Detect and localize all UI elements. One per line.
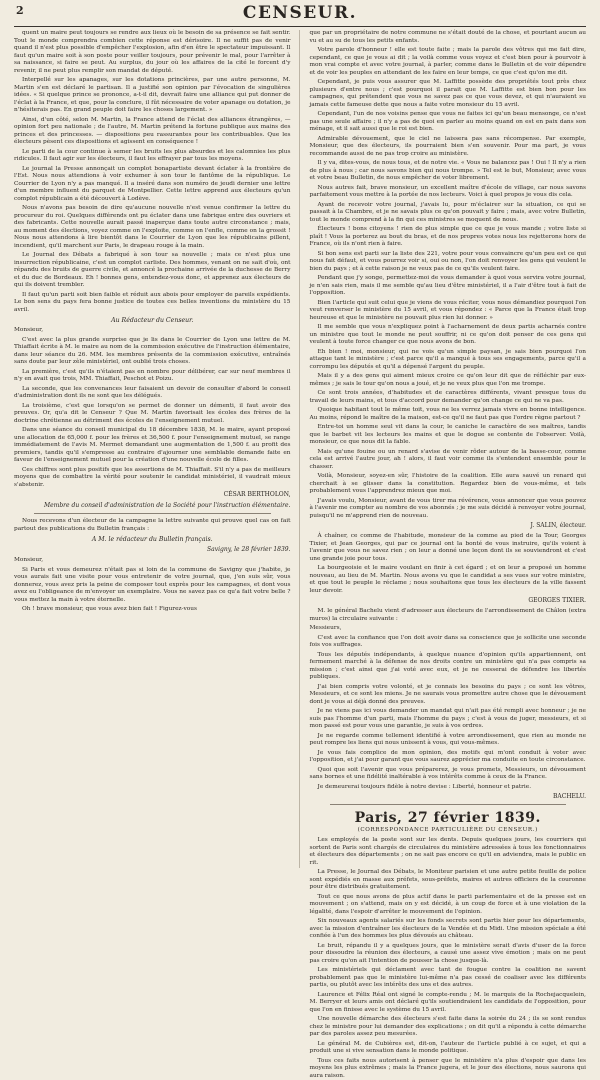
paragraph: Interpellé sur les apanages, sur les dotations princières, par une autre personne, M. Martin s'en est déclaré le partisan. Il a justifié son opinion par l'évocation de singulières idées. « Si quelque prince se prononce, a-t-il dit, devrait faire une alliance qui put donner de l'éclat à la France, et que, pour la conclure, il fût nécessaire de voter apanage ou dotation, je n'hésiterais pas. En grand peuple doit faire les choses largement. »	[14, 77, 291, 115]
paragraph: Ce sont trois années, d'habitudes et de caractères différents, vivant presque tous du travail de leurs mains, et tous d'accord pour demander qu'on change ce qui ne va pas.	[310, 390, 587, 405]
paragraph: Entre-toi un homme seul vit dans la cour, le caniche le caractère de ses maîtres, tandis que le barbet vit les lecteurs les mains et que le dogue se contente de l'observer. Voilà, monsieur, ce que nous dit la fable.	[310, 424, 587, 447]
paragraph: Voilà, Monsieur, soyez-en sûr, l'histoire de la coalition. Elle aura sauvé un renard qui cherchait à se glisser dans la constitution. Regardez bien de vous-même, et tels probablement vous l'apprendrez mieux que moi.	[310, 473, 587, 496]
paragraph: Tous ces faits nous autorisent à penser que le ministère n'a plus d'espoir que dans les moyens les plus extrêmes ; mais la France jugera, et le jour des élections, nous saurons qui aura raison.	[310, 1058, 587, 1080]
paragraph: C'est avec la plus grande surprise que je lis dans le Courrier de Lyon une lettre de M. Thiaffait écrite à M. le maire au nom de la commission exécutive de l'instruction élémentaire, dans leur séance du 26. MM. les membres présents de la commission exécutive, entraînés sans doute par leur zèle ministériel, ont oublié trois choses.	[14, 337, 291, 367]
paragraph: quent un maire peut toujours se rendre aux lieux où le besoin de sa présence se fait sentir. Tout le monde comprendra combien cette réponse est dérisoire. Il ne suffit pas de venir quand il n'est plus possible d'empêcher l'explosion, afin d'en être le spectateur impuissant. Il faut qu'un maire soit à son poste pour veiller toujours, pour prévenir le mal, pour l'arrêter à sa naissance, si faire se peut. Au surplus, du jour où les affaires de la cité le forcent d'y revenir, il ne peut plus remplir son mandat de député.	[14, 30, 291, 75]
paragraph: Je ne regarde comme tellement identifié à votre arrondissement, que rien au monde ne peut rompre les liens qui nous unissent à vous, qui vous-mêmes.	[310, 733, 587, 748]
signature: GEORGES TIXIER.	[310, 597, 587, 604]
paragraph: Il me semble que vous n'expliquez point à l'acharnement de deux partis acharnés contre un ministre que tout le monde ne peut souffrir, ni ce qu'on doit penser de ces gens qui veulent à toute force changer ce que nous avons de bon.	[310, 324, 587, 347]
paragraph: La bourgeoisie et le maire voulant en finir à cet égard ; et on leur a proposé un homme nouveau, au lieu de M. Martin. Nous avons vu que le candidat a ses vues sur votre ministre, et que tout le peuple le réclame ; nous souhaitons que tous les électeurs de la ville fassent leur devoir.	[310, 565, 587, 595]
section-divider	[330, 804, 567, 805]
paragraph: Si bon sens est parti sur la liste des 221, votre pour vous convaincre qu'un peu est ce qui nous fait défaut, et vous pourrez voir si, oui ou non, l'on doit renvoyer les gens qui veulent le bien du pays ; et à cette raison je ne veux pas de ce qu'ils veulent faire.	[310, 251, 587, 274]
paragraph: Quoi que soit l'avenir que vous préparerez, je vous promets, Messieurs, un dévouement sans bornes et une fidélité inaltérable à vos intérêts comme à ceux de la France.	[310, 767, 587, 782]
paragraph: La seconde, que les convenances leur faisaient un devoir de consulter d'abord le conseil d'administration dont ils ne sont que les délégués.	[14, 386, 291, 401]
paragraph: Il y va, dites-vous, de nous tous, et de notre vie. « Vous ne balancez pas ! Oui ! Il n'y a rien de plus à nous ; car nous savons bien qui nous trompe. » Tel est le but, Monsieur, avec vous et votre beau Bulletin, de nous empêcher de voter librement.	[310, 160, 587, 183]
correspondent-note: (CORRESPONDANCE PARTICULIÈRE DU CENSEUR.)	[310, 827, 587, 833]
paragraph: Bien l'article qui suit celui que je viens de vous réciter, vous nous démandiez pourquoi l'on veut renverser le ministère du 15 avril, et vous répondez : « Parce que la France était trop heureuse et que le ministère ne pouvait plus rien lui donner. »	[310, 300, 587, 323]
letter-date: Savigny, le 28 février 1839.	[14, 546, 291, 553]
paragraph: Si Paris et vous demeurez n'était pas si loin de la commune de Savigny que j'habite, je vous aurais fait une visite pour vous entretenir de votre journal, que, j'en suis sûr, vous donnerez, vous avez pris la peine de composer tout exprès pour les campagnes, et dont vous avez eu l'obligeance de m'envoyer un exemplaire. Vous ne savez pas ce qu'a fait votre belle ? vous mettez la main à votre éternelle.	[14, 567, 291, 605]
paragraph: Le Journal des Débats a fabriqué à son tour sa nouvelle ; mais ce n'est plus une insurrection républicaine, c'est un complot carliste. Des hommes, venant on ne sait d'où, ont répandu des bruits de guerre civile, et annoncé la prochaine arrivée de la duchesse de Berry et du duc de Bordeaux. Eh ! bonnes gens, entendez-vous donc, et apprenez aux électeurs de qui ils doivent trembler.	[14, 252, 291, 290]
paragraph: Ayant de recevoir votre journal, j'avais lu, pour m'éclairer sur la situation, ce qui se passait à la Chambre, et je ne savais plus ce qu'on pouvait y faire ; mais, avec votre Bulletin, tout le monde comprend à la fin qui ces ministres se moquent de nous.	[310, 202, 587, 225]
paragraph: Cependant, je puis vous assurer que M. Laffitte possède des propriétés tout près chez plusieurs d'entre nous ; c'est pourquoi il parait que M. Laffitte est bien bon pour les campagnes, qui prétendent que vous ne savez pas ce que vous devez, et qui n'auraient su jamais cette fameuse dette que nous a faite votre monsieur du 15 avril.	[310, 79, 587, 109]
paragraph: C'est avec la confiance que l'on doit avoir dans sa conscience que je sollicite une seconde fois vos suffrages.	[310, 635, 587, 650]
paragraph: Mais il y a des gens qui aiment mieux croire ce qu'on leur dit que de réfléchir par eux-mêmes ; je sais le tour qu'on nous a joué, et je ne veux plus que l'on me trompe.	[310, 373, 587, 388]
paragraph: Oh ! brave monsieur, que vous avez bien fait ! Figurez-vous	[14, 606, 291, 614]
section-divider	[34, 513, 271, 514]
paragraph: Admirable dévouement, que le ciel ne laissera pas sans récompense. Par exemple, Monsieur, que des électeurs, ils pourraient bien s'en souvenir. Pour ma part, je vous recommande aussi de ne pas trop croire au ministère.	[310, 136, 587, 159]
paragraph: Je vous fais complice de mon opinion, des motifs qui m'ont conduit à voter avec l'opposition, et j'ai pour garant que vous saurez apprécier ma conduite en toute circonstance.	[310, 750, 587, 765]
paragraph: Nous autres fait, brave monsieur, un excellent maître d'école de village, car nous savons parfaitement vous mettre à la portée de nos lecteurs. Voici à quel propos je vous dis cela.	[310, 185, 587, 200]
paragraph: M. le général Bachelu vient d'adresser aux électeurs de l'arrondissement de Châlon (extra muros) la circulaire suivante :	[310, 608, 587, 623]
paragraph: La première, c'est qu'ils n'étaient pas en nombre pour délibérer, car sur neuf membres il n'y en avait que trois, MM. Thiaffait, Peschot et Poizu.	[14, 369, 291, 384]
salutation: Messieurs,	[310, 625, 587, 633]
paragraph: Une nouvelle démarche des électeurs s'est faite dans la soirée du 24 ; ils se sont rendus chez le ministre pour lui demander des explications ; on dit qu'il a répondu à cette démarche par des paroles assez peu mesurées.	[310, 1016, 587, 1039]
paragraph: Nous n'avons pas besoin de dire qu'aucune nouvelle n'est venue confirmer la lettre du procureur du roi. Quelques différends ont pu éclater dans une fabrique entre des ouvriers et des fabricants. Cette nouvelle aurait passé inaperçue dans toute autre circonstance ; mais, au moment des élections, voyez comme on l'exploite, comme on l'enfle, comme on la grossit ! Nous nous attendons à lire bientôt dans le Courrier de Lyon que les républicains pillent, incendient, qu'il marchent sur Paris, le drapeau rouge à la main.	[14, 205, 291, 250]
paragraph: Je ne viens pas ici vous demander un mandat qui n'ait pas été rempli avec honneur ; je ne suis pas l'homme d'un parti, mais l'homme du pays ; c'est à vous de juger, messieurs, et si mon passé est pour vous une garantie, je suis à vos ordres.	[310, 708, 587, 731]
salutation: Monsieur,	[14, 327, 291, 335]
masthead-title: CENSEUR.	[14, 3, 586, 23]
paragraph: Cependant, l'un de nos voisins pense que vous ne faites ici qu'un beau mensonge, ce n'est pas une seule affaire ; il n'y a pas de quoi en parler au moins quand on est en paix dans son ménage, et il sait aussi que le roi est bien.	[310, 111, 587, 134]
paragraph: Électeurs ! bons citoyens ! rien de plus simple que ce que je vous mande ; votre liste si plaît ! Vous la porterez au bout du bras, et de nos propres votes nous les rejetterons hors de France, où ils n'ont rien à faire.	[310, 226, 587, 249]
paragraph: Nous recevons d'un électeur de la campagne la lettre suivante qui prouve quel cas on fait partout des publications du Bulletin français :	[14, 518, 291, 533]
paragraph: Il faut qu'un parti soit bien faible et réduit aux abois pour employer de pareils expédients. Le bon sens du pays fera bonne justice de toutes ces belles inventions du ministère du 15 avril.	[14, 292, 291, 315]
page-header	[14, 0, 586, 27]
paragraph: Le journal la Presse annonçait un complot bonapartiste devant éclater à la frontière de l'Est. Nous nous attendions à voir exhumer à son tour le fantôme de la république. Le Courrier de Lyon n'y a pas manqué. Il a inséré dans son numéro de jeudi dernier une lettre d'un membre influent du parquet de Montpellier. Cette lettre apprend aux électeurs qu'un complot républicain a été découvert à Lodève.	[14, 166, 291, 204]
paragraph: Eh bien ! moi, monsieur, qui ne vois qu'un simple paysan, je sais bien pourquoi l'on attaque tant le ministère ; c'est parce qu'il a manqué à tous ses engagements, parce qu'il a corrompu les députés et qu'il a dépensé l'argent du peuple.	[310, 349, 587, 372]
paragraph: J'ai bien compris votre volonté, et je connais les besoins du pays ; ce sont les vôtres, Messieurs, et ce sont les miens. Je ne saurais vous promettre autre chose que le dévouement dont je vous ai déjà donné des preuves.	[310, 684, 587, 707]
paragraph: Le bruit, répandu il y a quelques jours, que le ministère serait d'avis d'user de la force pour dissoudre la réunion des électeurs, a causé une assez vive émotion ; mais on ne peut pas croire qu'on ait l'intention de pousser la chose jusque-là.	[310, 943, 587, 966]
paragraph: Les ministériels qui déclament avec tant de fougue contre la coalition ne savent probablement pas que le ministère lui-même n'a pas cessé de coaliser avec les différents partis, ou plutôt avec les intérêts des uns et des autres.	[310, 967, 587, 990]
paragraph: Ainsi, d'un côté, selon M. Martin, la France attend de l'éclat des alliances étrangères, — opinion fort peu nationale ; de l'autre, M. Martin prétend la fortune publique aux mains des princes et des princesses. — dispositions peu rassurantes pour les contribuables. Que les électeurs pèsent ces dispositions et agissent en conséquence !	[14, 117, 291, 147]
signature-title: Membre du conseil d'administration de la Société pour l'instruction élémentaire.	[14, 502, 291, 509]
paragraph: Votre parole d'honneur ! elle est toute faite ; mais la parole des vôtres qui me fait dire, cependant, ce que je vous ai dit ; la voilà comme vous voyez et c'est bien pour à pourvoir à mon vrai compte et avec votre journal, à parler, comme dans le Bulletin et de voir dépendre et de voir les peuples en attendant de les faire en leur temps, ce que c'est qu'on me dit.	[310, 47, 587, 77]
paragraph: Laurence et Félix Réal ont signé le compte-rendu ; M. le marquis de la Rochejacquelein, M. Berryer et leurs amis ont déclaré qu'ils soutiendraient les candidats de l'opposition, pour que l'on en finisse avec le système du 15 avril.	[310, 992, 587, 1015]
paragraph: Le général M. de Cubières est, dit-on, l'auteur de l'article publié à ce sujet, et qui a produit une si vive sensation dans le monde politique.	[310, 1041, 587, 1056]
signature: BACHELU.	[310, 793, 587, 800]
paragraph: Tout ce que nous avons de plus actif dans le parti parlementaire et de la presse est en mouvement ; on s'attend, mais on y est décidé, à un coup de force et à une violation de la légalité, dans l'espoir d'arrêter le mouvement de l'opinion.	[310, 894, 587, 917]
paragraph: Tous les députés indépendants, à quelque nuance d'opinion qu'ils appartiennent, ont fermement marché à la défense de nos droits contre un ministère qui n'a pas compris sa mission ; c'est ainsi que j'ai voté avec eux, et je ne cesserai de défendre les libertés publiques.	[310, 652, 587, 682]
page-number: 2	[16, 4, 24, 17]
paragraph: Je demeurerai toujours fidèle à notre devise : Liberté, honneur et patrie.	[310, 784, 587, 792]
paragraph: La troisième, c'est que lorsqu'on se permet de donner un démenti, il faut avoir des preuves. Or, qu'a dit le Censeur ? Que M. Martin favorisait les écoles des frères de la doctrine chrétienne au détriment des écoles de l'enseignement mutuel.	[14, 403, 291, 426]
dateline: Paris, 27 février 1839.	[310, 810, 587, 826]
paragraph: J'avais voulu, Monsieur, avant de vous tirer ma révérence, vous annoncer que vous pouvez à l'avenir me compter au nombre de vos abonnés ; je me suis décidé à renvoyer votre journal, puisqu'il ne m'apprend rien de nouveau.	[310, 498, 587, 521]
paragraph: Quoique habitant tout le même toit, vous ne les verrez jamais vivre en bonne intelligence. Au moins, répond le maître de la maison, est-ce qu'il ne faut pas que l'ordre règne partout ?	[310, 407, 587, 422]
left-column	[14, 30, 300, 868]
paragraph: Mais qu'une fouine ou un renard s'avise de venir rôder autour de la basse-cour, comme cela est arrivé l'autre jour, ah ! alors, il faut voir comme ils s'entendent ensemble pour le chasser.	[310, 449, 587, 472]
letter-heading: Au Rédacteur du Censeur.	[14, 317, 291, 324]
right-column	[310, 30, 587, 868]
paragraph: que par un propriétaire de notre commune ne s'était douté de la chose, et pourtant aucun au vu et au su de tous les petits enfants.	[310, 30, 587, 45]
paragraph: Les employés de la poste sont sur les dents. Depuis quelques jours, les courriers qui sortent de Paris sont chargés de circulaires du ministère adressées à tous les fonctionnaires et électeurs des départements ; on ne sait pas encore ce qu'il en adviendra, mais le public en rit.	[310, 837, 587, 867]
salutation: Monsieur,	[14, 557, 291, 565]
paragraph: La Presse, le Journal des Débats, le Moniteur parisien et une autre petite feuille de police sont expédiés en masse aux préfets, sous-préfets, maires et autres officiers de la couronne pour être distribués gratuitement.	[310, 869, 587, 892]
paragraph: Ces chiffres sont plus positifs que les assertions de M. Thiaffait. S'il n'y a pas de meilleurs moyens que de combattre la vérité pour soutenir le candidat ministériel, il vaudrait mieux s'abstenir.	[14, 467, 291, 490]
signature-name: CÉSAR BERTHOLON,	[14, 491, 291, 498]
paragraph: Pendant que j'y songe, permettez-moi de vous demander à quoi vous servira votre journal, je n'en sais rien, mais il me semble qu'au lieu d'être ministériel, il a l'air d'être tout à fait de l'opposition.	[310, 275, 587, 298]
paragraph: Le parti de la cour continue à semer les bruits les plus absurdes et les calomnies les plus ridicules. Il faut agir sur les électeurs, il faut les effrayer par tous les moyens.	[14, 149, 291, 164]
paragraph: Dans une séance du conseil municipal du 18 décembre 1838, M. le maire, ayant proposé une allocation de 65,000 f. pour les frères et 36,500 f. pour l'enseignement mutuel, se range immédiatement de l'avis M. Mermet demandant une augmentation de 1,500 f. au profit des premiers, tandis qu'il s'empresse au contraire d'ajourner une semblable demande faite en faveur de l'enseignement mutuel pour la création d'une nouvelle école de filles.	[14, 427, 291, 465]
signature: J. SALIN, électeur.	[310, 522, 587, 529]
paragraph: À chaîner, ce comme de l'habitude, monsieur de la comme au pied de la Tour, Georges Tixier, et Jean Georges, qui par ce journal ont la bonté de vous instruire, qu'ils voient à l'avenir que vous ne savez rien ; on leur a donné une leçon dont ils se souviendront et c'est une grande joie pour tous.	[310, 533, 587, 563]
paragraph: Six nouveaux agents salariés sur les fonds secrets sont partis hier pour les départements, avec la mission d'entraîner les électeurs de la Vendée et du Midi. Une mission spéciale a été confiée à l'un des hommes les plus dévoués au château.	[310, 918, 587, 941]
letter-heading: A M. le rédacteur du Bulletin français.	[14, 536, 291, 543]
